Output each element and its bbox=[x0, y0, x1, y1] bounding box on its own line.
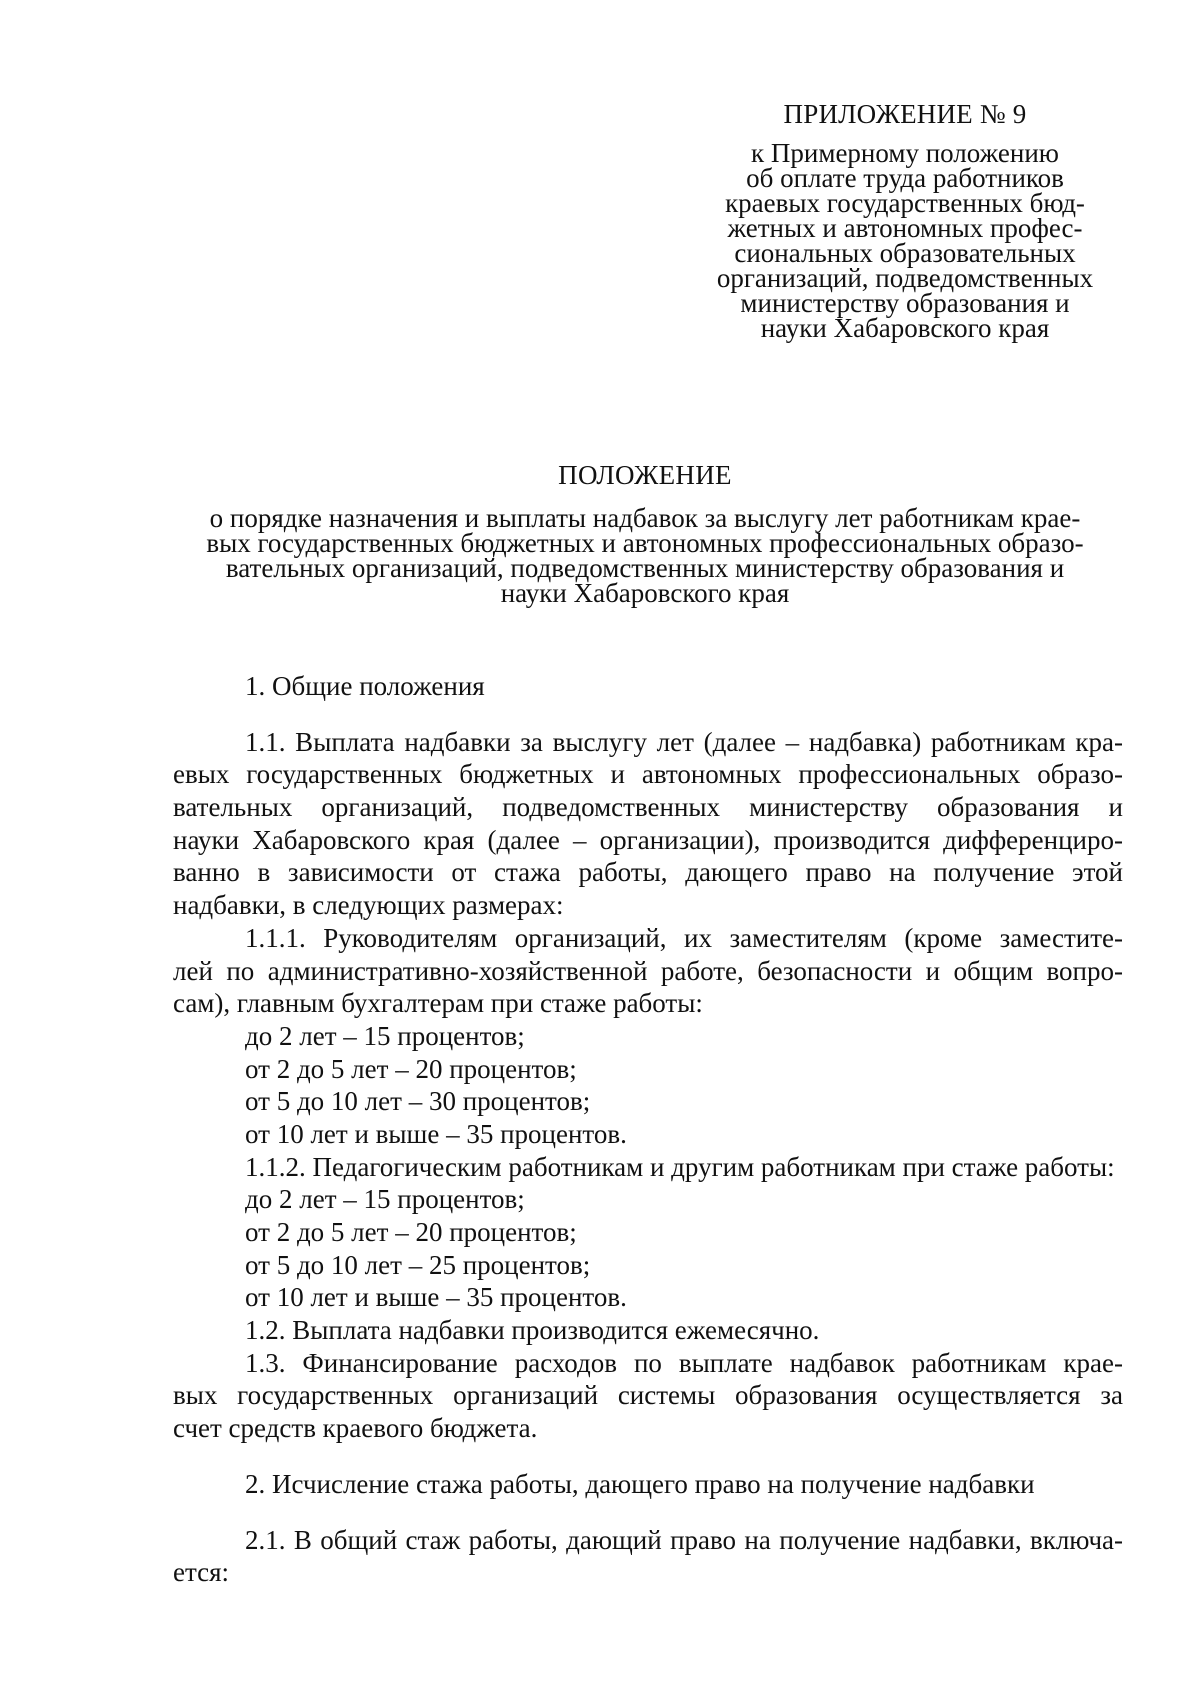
list-item: от 5 до 10 лет – 30 процентов; bbox=[245, 1086, 591, 1117]
document-subtitle-line: вых государственных бюджетных и автономных профессиональных образо- bbox=[206, 528, 1084, 558]
appendix-block bbox=[680, 99, 1130, 343]
spacer bbox=[173, 1501, 1123, 1524]
list-item: от 10 лет и выше – 35 процентов. bbox=[245, 1282, 627, 1313]
document-subtitle-line: вательных организаций, подведомственных министерству образования и bbox=[225, 553, 1065, 583]
appendix-line: к Примерному положению bbox=[751, 138, 1059, 168]
paragraph-1-1-1-line: сам), главным бухгалтерам при стаже работы: bbox=[173, 988, 703, 1019]
document-title: ПОЛОЖЕНИЕ bbox=[558, 460, 732, 490]
paragraph-1-1-1-line: лей по административно-хозяйственной работе, безопасности и общим вопро- bbox=[173, 955, 1123, 986]
appendix-line: организаций, подведомственных bbox=[716, 263, 1094, 293]
list-item: от 5 до 10 лет – 25 процентов; bbox=[245, 1249, 591, 1280]
document-title-block bbox=[170, 460, 1120, 606]
paragraph-1-1-line: вательных организаций, подведомственных министерству образования и bbox=[173, 792, 1123, 823]
list-item: от 10 лет и выше – 35 процентов. bbox=[245, 1118, 627, 1149]
paragraph-2-1-line: 2.1. В общий стаж работы, дающий право на получение надбавки, включа- bbox=[245, 1524, 1123, 1555]
list-item: от 2 до 5 лет – 20 процентов; bbox=[245, 1217, 577, 1247]
document-body bbox=[173, 670, 1123, 1589]
list-item: до 2 лет – 15 процентов; bbox=[245, 1184, 525, 1215]
paragraph-1-3-line: 1.3. Финансирование расходов по выплате надбавок работникам крае- bbox=[245, 1347, 1123, 1378]
paragraph-1-1-line: 1.1. Выплата надбавки за выслугу лет (далее – надбавка) работникам кра- bbox=[245, 726, 1123, 757]
paragraph-1-1-line: евых государственных бюджетных и автономных профессиональных образо- bbox=[173, 759, 1123, 790]
list-item: от 2 до 5 лет – 20 процентов; bbox=[245, 1053, 577, 1084]
list-item: до 2 лет – 15 процентов; bbox=[245, 1020, 525, 1051]
paragraph-1-1-2: 1.1.2. Педагогическим работникам и другим работникам при стаже работы: bbox=[245, 1151, 1115, 1182]
appendix-line: жетных и автономных профес- bbox=[727, 213, 1083, 243]
appendix-line: краевых государственных бюд- bbox=[725, 188, 1085, 218]
appendix-heading: ПРИЛОЖЕНИЕ № 9 bbox=[783, 99, 1027, 129]
appendix-line: сиональных образовательных bbox=[734, 238, 1076, 268]
document-subtitle-line: науки Хабаровского края bbox=[500, 578, 790, 608]
section-1-heading: 1. Общие положения bbox=[245, 671, 485, 701]
paragraph-1-2: 1.2. Выплата надбавки производится ежемесячно. bbox=[245, 1315, 820, 1346]
paragraph-1-3-line: счет средств краевого бюджета. bbox=[173, 1413, 538, 1444]
document-subtitle-line: о порядке назначения и выплаты надбавок за выслугу лет работникам крае- bbox=[209, 503, 1081, 533]
appendix-line: об оплате труда работников bbox=[746, 163, 1064, 193]
paragraph-1-3-line: вых государственных организаций системы образования осуществляется за bbox=[173, 1380, 1123, 1411]
spacer bbox=[173, 703, 1123, 726]
appendix-line: науки Хабаровского края bbox=[760, 313, 1050, 343]
appendix-line: министерству образования и bbox=[740, 288, 1070, 318]
spacer bbox=[173, 1445, 1123, 1468]
paragraph-2-1-line: ется: bbox=[173, 1557, 230, 1588]
section-2-heading: 2. Исчисление стажа работы, дающего право на получение надбавки bbox=[245, 1468, 1035, 1499]
paragraph-1-1-line: надбавки, в следующих размерах: bbox=[173, 890, 564, 921]
paragraph-1-1-line: науки Хабаровского края (далее – организации), производится дифференциро- bbox=[173, 824, 1123, 855]
paragraph-1-1-line: ванно в зависимости от стажа работы, дающего право на получение этой bbox=[173, 857, 1123, 888]
paragraph-1-1-1-line: 1.1.1. Руководителям организаций, их заместителям (кроме заместите- bbox=[245, 922, 1123, 953]
